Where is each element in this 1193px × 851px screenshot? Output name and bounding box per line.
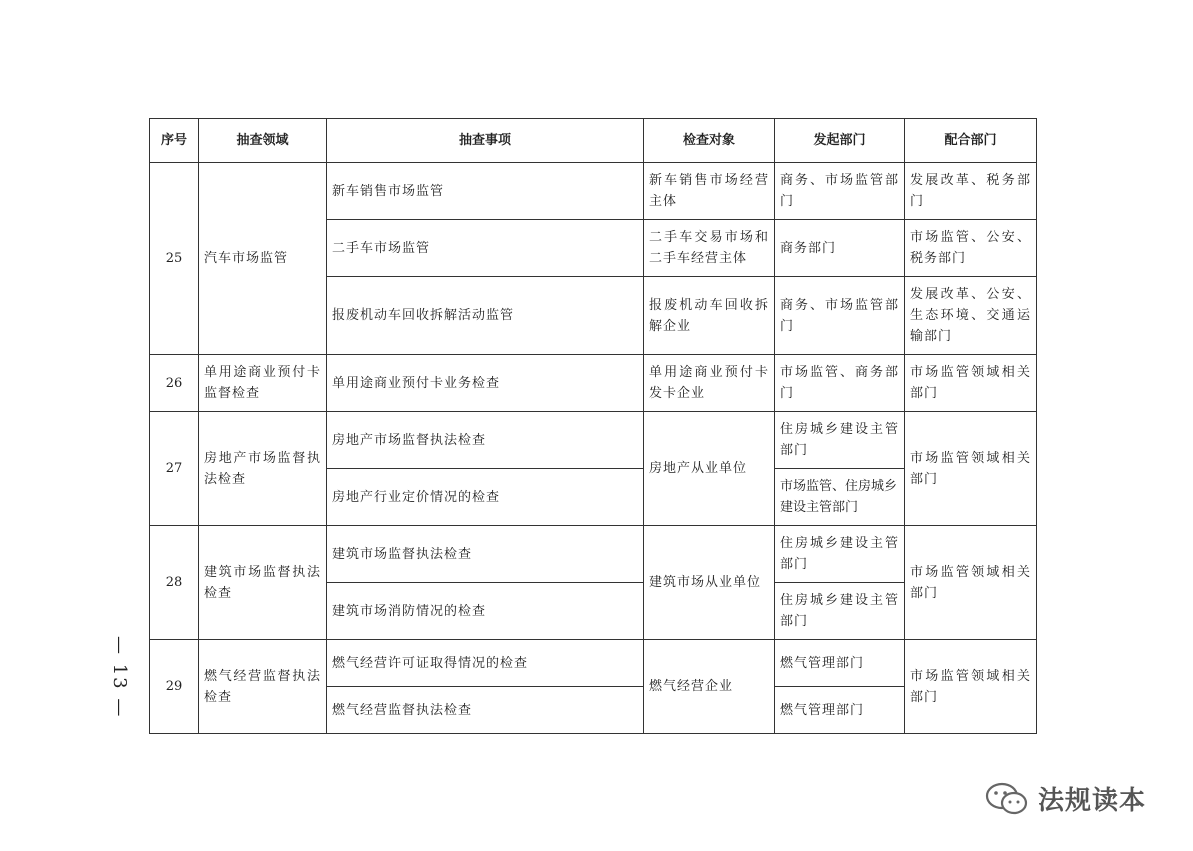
inspection-target: 报废机动车回收拆解企业 [644,277,775,355]
cooperating-department: 市场监管领域相关部门 [905,640,1037,734]
cooperating-department: 市场监管领域相关部门 [905,412,1037,526]
inspection-target: 单用途商业预付卡发卡企业 [644,355,775,412]
header-no: 序号 [150,119,199,163]
initiating-department: 市场监管、住房城乡建设主管部门 [775,469,905,526]
header-cooperator: 配合部门 [905,119,1037,163]
row-number: 28 [150,526,199,640]
header-initiator: 发起部门 [775,119,905,163]
table-row [150,355,1037,412]
cooperating-department: 市场监管、公安、税务部门 [905,220,1037,277]
inspection-item: 建筑市场监督执法检查 [327,526,644,583]
inspection-target: 房地产从业单位 [644,412,775,526]
inspection-target: 燃气经营企业 [644,640,775,734]
initiating-department: 市场监管、商务部门 [775,355,905,412]
inspection-field: 汽车市场监管 [199,163,327,355]
row-number: 27 [150,412,199,526]
cooperating-department: 市场监管领域相关部门 [905,526,1037,640]
inspection-target: 建筑市场从业单位 [644,526,775,640]
inspection-item: 房地产市场监督执法检查 [327,412,644,469]
inspection-item: 单用途商业预付卡业务检查 [327,355,644,412]
page-number: — 13 — [109,636,130,719]
cooperating-department: 市场监管领域相关部门 [905,355,1037,412]
inspection-target: 新车销售市场经营主体 [644,163,775,220]
inspection-item: 燃气经营许可证取得情况的检查 [327,640,644,687]
cooperating-department: 发展改革、税务部门 [905,163,1037,220]
initiating-department: 商务部门 [775,220,905,277]
inspection-target: 二手车交易市场和二手车经营主体 [644,220,775,277]
initiating-department: 商务、市场监管部门 [775,277,905,355]
inspection-item: 报废机动车回收拆解活动监管 [327,277,644,355]
inspection-table [149,118,1037,734]
inspection-field: 燃气经营监督执法检查 [199,640,327,734]
inspection-item: 二手车市场监管 [327,220,644,277]
header-field: 抽查领域 [199,119,327,163]
inspection-field: 建筑市场监督执法检查 [199,526,327,640]
initiating-department: 商务、市场监管部门 [775,163,905,220]
initiating-department: 住房城乡建设主管部门 [775,412,905,469]
wechat-icon [984,781,1030,817]
inspection-item: 房地产行业定价情况的检查 [327,469,644,526]
row-number: 26 [150,355,199,412]
table-row [150,526,1037,583]
initiating-department: 住房城乡建设主管部门 [775,526,905,583]
inspection-field: 房地产市场监督执法检查 [199,412,327,526]
watermark-text: 法规读本 [1038,786,1147,816]
header-target: 检查对象 [644,119,775,163]
inspection-item: 燃气经营监督执法检查 [327,687,644,734]
table-row [150,163,1037,220]
initiating-department: 燃气管理部门 [775,687,905,734]
table-row [150,640,1037,687]
inspection-item: 新车销售市场监管 [327,163,644,220]
table-header-row [150,119,1037,163]
row-number: 29 [150,640,199,734]
watermark [984,780,1146,817]
row-number: 25 [150,163,199,355]
inspection-item: 建筑市场消防情况的检查 [327,583,644,640]
initiating-department: 燃气管理部门 [775,640,905,687]
inspection-field: 单用途商业预付卡监督检查 [199,355,327,412]
initiating-department: 住房城乡建设主管部门 [775,583,905,640]
table-row [150,412,1037,469]
header-item: 抽查事项 [327,119,644,163]
cooperating-department: 发展改革、公安、生态环境、交通运输部门 [905,277,1037,355]
